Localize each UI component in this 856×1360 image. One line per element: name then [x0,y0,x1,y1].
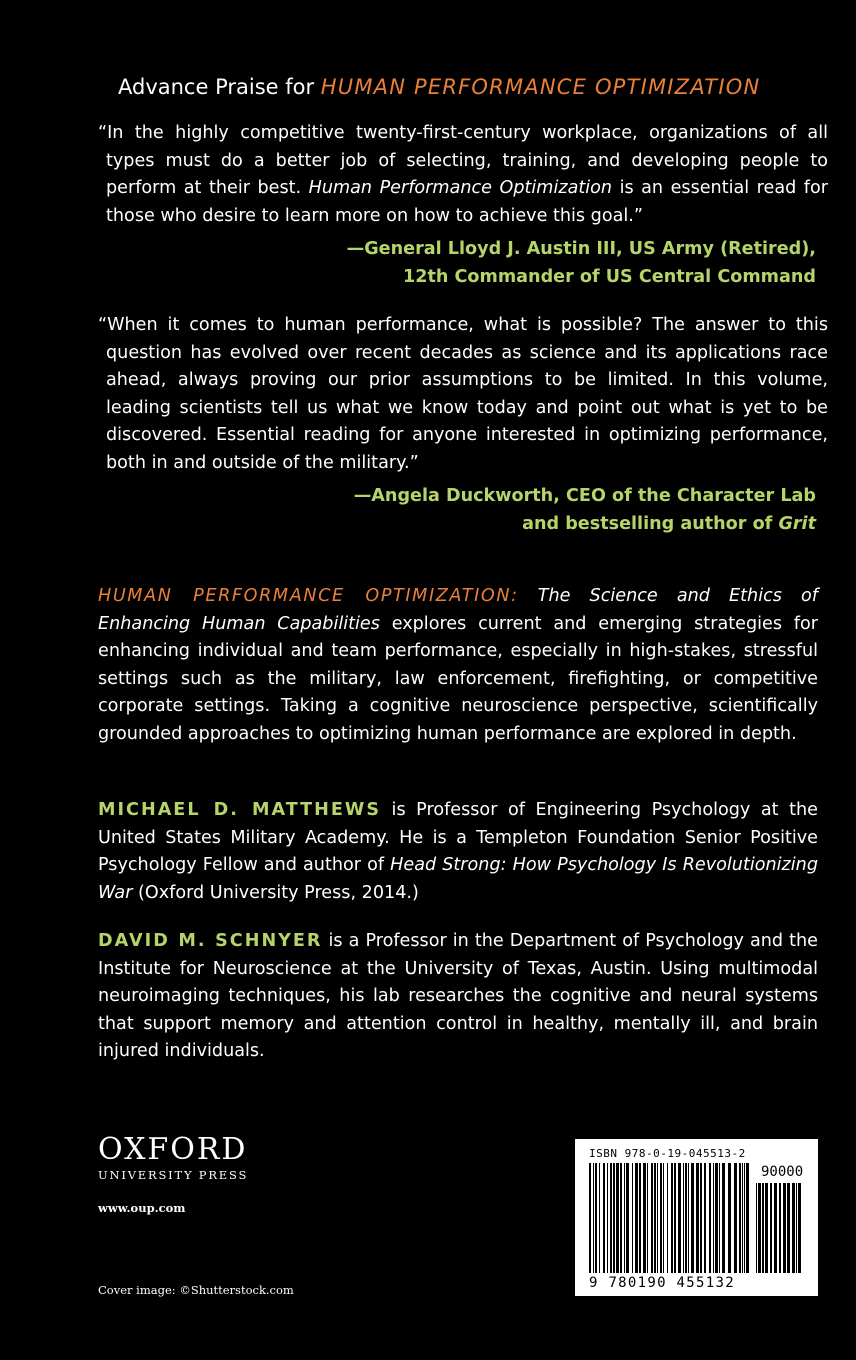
author-2-name: DAVID M. SCHNYER [98,931,323,951]
author-bio-1 [98,797,818,907]
publisher-url: www.oup.com [98,1201,186,1215]
barcode-bar [663,1163,664,1273]
author-bio-2 [98,928,818,1066]
barcode-bar [599,1163,600,1273]
barcode-bar [595,1163,597,1273]
barcode-bar [783,1183,786,1273]
quote-2-attribution [354,483,816,538]
barcode-bar [632,1163,633,1273]
barcode-bar [739,1163,741,1273]
quote-1-text: “In the highly competitive twenty-first-century workplace, organizations of all types must do a better job of selecting, training, and developing people to perform at their best. [98,123,828,199]
barcode-bar [651,1163,653,1273]
barcode-bar [624,1163,625,1273]
barcode-bar [787,1183,790,1273]
barcode-bar [654,1163,656,1273]
author-1-bio-italic: Head Strong: How Psychology Is Revolutionizing War [98,855,818,903]
author-2-bio: is a Professor in the Department of Psychology and the Institute for Neuroscience at the University of Texas, Austin. Using multimodal neuroimaging techniques, his lab researches the cognitive and neural systems that support memory and attention control in healthy, mentally ill, and brain injured individuals. [98,931,819,1062]
barcode-bar [700,1163,702,1273]
barcode-bar [770,1183,772,1273]
description-book-title: HUMAN PERFORMANCE OPTIMIZATION: [98,586,519,606]
barcode-bar [593,1163,594,1273]
barcode-bar [603,1163,605,1273]
cover-credit: Cover image: ©Shutterstock.com [98,1283,294,1297]
barcode-bar [660,1163,662,1273]
barcode-bar [696,1163,699,1273]
barcode-bar [709,1163,711,1273]
praise-heading [118,72,838,102]
barcode-bar [683,1163,684,1273]
barcode-bar [639,1163,641,1273]
barcode-bar [667,1163,668,1273]
quote-2-attribution-italic: Grit [778,513,816,534]
oxford-logo [98,1134,248,1182]
barcode-bar [758,1183,761,1273]
quote-2-attribution-line1: —Angela Duckworth, CEO of the Character Lab [353,486,816,506]
barcode-bar [678,1163,681,1273]
barcode-bar [796,1183,797,1273]
barcode-bar [774,1183,777,1273]
author-1-name: MICHAEL D. MATTHEWS [98,800,381,820]
price-barcode-icon [756,1183,804,1273]
barcode-box [575,1139,818,1296]
praise-heading-title: HUMAN PERFORMANCE OPTIMIZATION [320,75,761,99]
barcode-bar [657,1163,658,1273]
barcode-bar [685,1163,687,1273]
barcode-bar [616,1163,619,1273]
praise-quote-1 [98,120,828,230]
praise-heading-prefix: Advance Praise for [118,75,321,99]
barcode-bar [626,1163,629,1273]
barcode-bar [744,1163,745,1273]
quote-2-attribution-line2: and bestselling author of [522,513,779,534]
barcode-bar [728,1163,731,1273]
barcode-bar [610,1163,612,1273]
barcode-bar [722,1163,725,1273]
barcode-bar [713,1163,714,1273]
description-subtitle: The Science and Ethics of Enhancing Human Capabilities [98,586,818,634]
barcode-bar [762,1183,764,1273]
barcode-bar [620,1163,622,1273]
barcode-bar [765,1183,768,1273]
oxford-logo-main: OXFORD [98,1132,248,1167]
barcode-bar [704,1163,706,1273]
barcode-bar [688,1163,689,1273]
description-text: explores current and emerging strategies for enhancing individual and team performance, especially in high-stakes, stressful settings such as the military, law enforcement, firefighting, or competitive corporate settings. Taking a cognitive neuroscience perspective, scientifically grounded approaches to optimizing human performance are explored in depth. [98,613,818,744]
barcode-bar [779,1183,781,1273]
barcode-bar [715,1163,718,1273]
quote-1-attribution-line1: —General Lloyd J. Austin III, US Army (Retired), [346,239,816,259]
quote-2-text: “When it comes to human performance, what is possible? The answer to this question has evolved over recent decades as science and its applications race ahead, always proving our prior assumptions to be limited. In this volume, leading scientists tell us what we know today and point out what is yet to be discovered. Essential reading for anyone interested in optimizing performance, both in and outside of the military.” [98,315,828,473]
quote-1-italic: Human Performance Optimization [308,178,613,199]
book-description [98,583,818,749]
barcode-bar [691,1163,694,1273]
barcode-bar [589,1163,591,1273]
barcode-bar [742,1163,743,1273]
quote-1-attribution [347,236,816,291]
barcode-bar [756,1183,757,1273]
price-code: 90000 [761,1164,804,1180]
barcode-bar [792,1183,795,1273]
barcode-icon [589,1163,749,1273]
oxford-logo-sub: UNIVERSITY PRESS [98,1168,249,1182]
barcode-bar [635,1163,638,1273]
isbn-label: ISBN 978-0-19-045513-2 [589,1147,746,1160]
barcode-digits: 9 780190 455132 [589,1275,735,1291]
barcode-bar [607,1163,608,1273]
quote-1-text-after: is an essential read for those who desire to learn more on how to achieve this goal.” [106,178,828,226]
author-1-bio-after: (Oxford University Press, 2014.) [132,882,419,903]
barcode-bar [613,1163,615,1273]
barcode-bar [671,1163,673,1273]
barcode-bar [674,1163,676,1273]
barcode-bar [647,1163,648,1273]
praise-quote-2 [98,312,828,478]
author-1-bio: is Professor of Engineering Psychology at the United States Military Academy. He is a Templeton Foundation Senior Positive Psychology Fellow and author of [98,800,819,876]
barcode-bar [643,1163,646,1273]
quote-1-attribution-line2: 12th Commander of US Central Command [402,266,816,287]
barcode-bar [746,1163,749,1273]
barcode-bar [719,1163,720,1273]
barcode-bar [734,1163,737,1273]
barcode-bar [798,1183,801,1273]
